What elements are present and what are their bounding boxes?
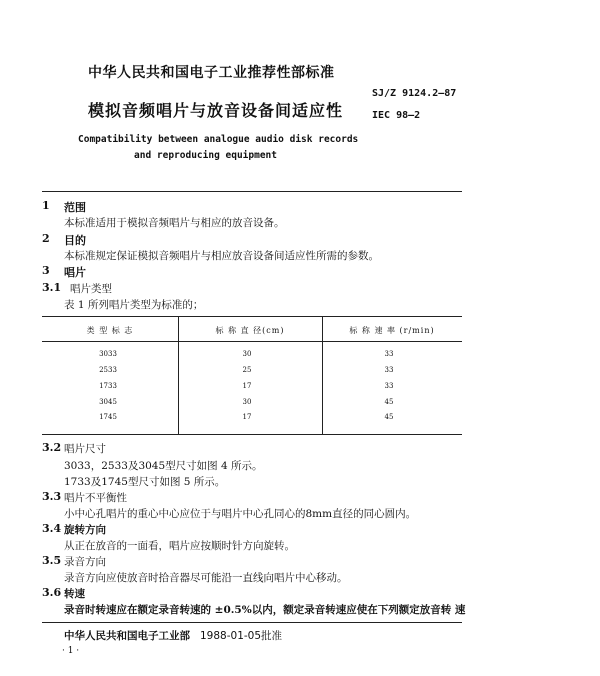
table-cell-diameter: 30 <box>242 350 252 358</box>
english-title-line1: Compatibility between analogue audio disk records <box>78 134 359 145</box>
iec-number: IEC 98—2 <box>372 110 421 121</box>
table-cell-diameter: 30 <box>242 398 252 406</box>
table-top-rule <box>42 316 462 317</box>
section-1-text: 本标准适用于模拟音频唱片与相应的放音设备。 <box>64 217 285 229</box>
section-3-1-text: 表 1 所列唱片类型为标准的； <box>64 299 204 311</box>
page-number: · 1 · <box>62 646 80 656</box>
section-2-text: 本标准规定保证模拟音频唱片与相应放音设备间适应性所需的参数。 <box>64 250 379 262</box>
table-header-diameter: 标 称 直 径(cm) <box>215 326 285 335</box>
table-cell-type: 2533 <box>99 366 117 374</box>
footer-approval: 1988-01-05批准 <box>200 630 283 642</box>
section-3-3-title: 唱片不平衡性 <box>64 492 127 504</box>
footer-ministry: 中华人民共和国电子工业部 <box>64 630 190 642</box>
section-3-1-number: 3.1 <box>42 281 62 294</box>
table-cell-type: 3045 <box>99 398 117 406</box>
org-title: 中华人民共和国电子工业推荐性部标准 <box>88 65 335 81</box>
section-3-2-number: 3.2 <box>42 441 62 454</box>
table-cell-type: 1745 <box>99 413 117 421</box>
table-cell-speed: 45 <box>384 413 394 421</box>
section-2-number: 2 <box>42 232 50 245</box>
section-3-5-number: 3.5 <box>42 554 62 567</box>
table-cell-type: 3033 <box>99 350 117 358</box>
section-3-4-text: 从正在放音的一面看，唱片应按顺时针方向旋转。 <box>64 540 295 552</box>
section-3-3-number: 3.3 <box>42 490 62 503</box>
section-3-4-number: 3.4 <box>42 522 62 535</box>
table-header-type: 类 型 标 志 <box>86 326 134 335</box>
table-cell-diameter: 25 <box>242 366 252 374</box>
section-3-2-title: 唱片尺寸 <box>64 443 106 455</box>
section-3-4-title: 旋转方向 <box>64 524 106 536</box>
section-1-number: 1 <box>42 199 50 212</box>
section-3-3-text: 小中心孔唱片的重心中心应位于与唱片中心孔同心的8mm直径的同心圆内。 <box>64 508 417 520</box>
doc-title: 模拟音频唱片与放音设备间适应性 <box>88 101 344 120</box>
section-3-5-title: 录音方向 <box>64 556 106 568</box>
table-cell-speed: 33 <box>384 366 394 374</box>
table-cell-speed: 33 <box>384 382 394 390</box>
section-3-1-title: 唱片类型 <box>70 283 112 295</box>
table-bottom-rule <box>42 434 462 435</box>
section-3-2-text-2: 1733及1745型尺寸如图 5 所示。 <box>64 476 226 488</box>
english-title-line2: and reproducing equipment <box>134 150 277 161</box>
table-cell-diameter: 17 <box>242 413 252 421</box>
table-cell-speed: 45 <box>384 398 394 406</box>
table-header-rule <box>42 341 462 342</box>
section-1-title: 范围 <box>64 201 86 214</box>
section-3-6-title: 转速 <box>64 588 85 600</box>
table-cell-type: 1733 <box>99 382 117 390</box>
section-3-5-text: 录音方向应使放音时拾音器尽可能沿一直线向唱片中心移动。 <box>64 572 348 584</box>
table-header-speed: 标 称 速 率 (r/min) <box>349 326 435 335</box>
table-cell-diameter: 17 <box>242 382 252 390</box>
section-2-title: 目的 <box>64 234 86 247</box>
std-number: SJ/Z 9124.2—87 <box>372 88 457 99</box>
section-3-title: 唱片 <box>64 266 86 279</box>
section-3-6-number: 3.6 <box>42 586 62 599</box>
section-3-2-text-1: 3033，2533及3045型尺寸如图 4 所示。 <box>64 460 263 472</box>
section-3-6-text: 录音时转速应在额定录音转速的 ±0.5%以内，额定录音转速应使在下列额定放音转 速 <box>64 604 466 616</box>
table-cell-speed: 33 <box>384 350 394 358</box>
section-3-number: 3 <box>42 264 50 277</box>
footer-rule <box>42 622 462 623</box>
header-rule <box>42 191 462 192</box>
